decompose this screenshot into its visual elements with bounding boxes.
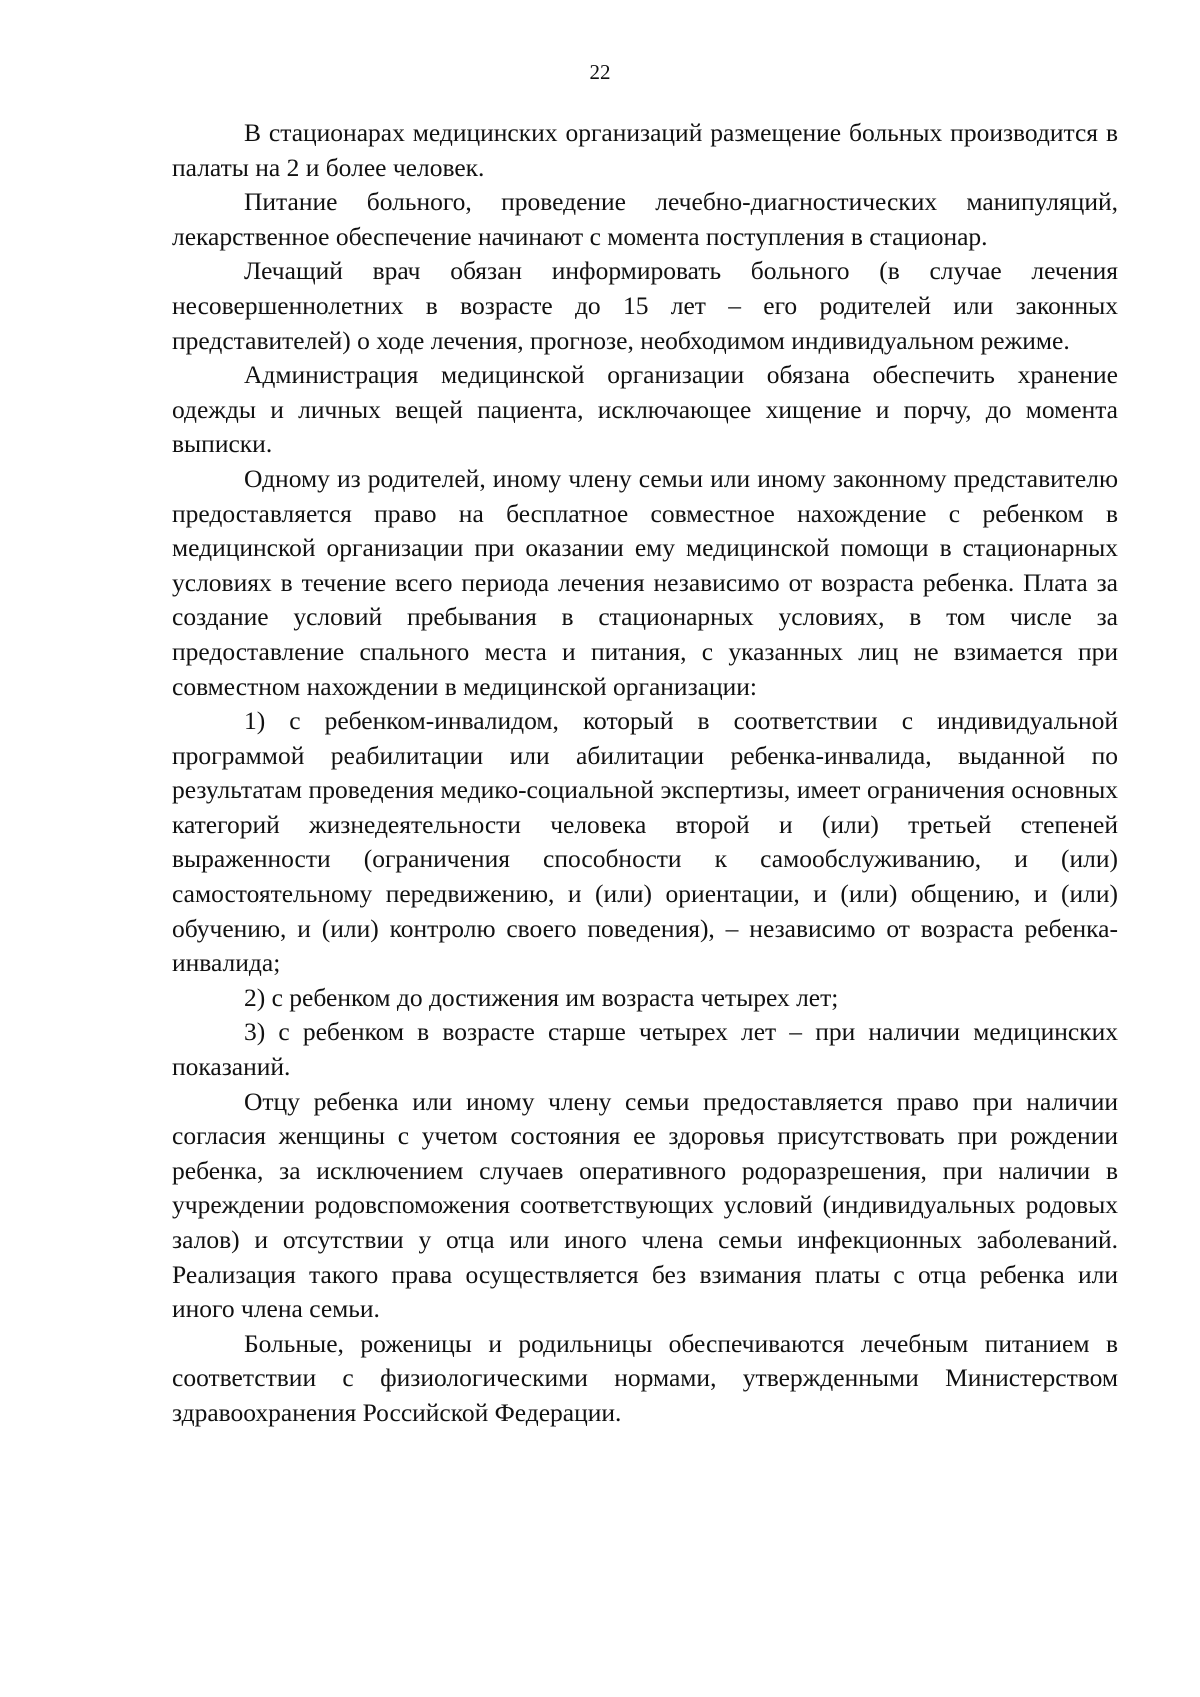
paragraph-father-presence: Отцу ребенка или иному члену семьи предоставляется право при наличии согласия женщины с учетом состояния ее здоровья присутствовать при рождении ребенка, за исключением случаев оперативного родоразрешения, при наличии в учреждении родовспоможения соответствующих условий (индивидуальных родовых залов) и отсутствии у отца или иного члена семьи инфекционных заболеваний. Реализация такого права осуществляется без взимания платы с отца ребенка или иного члена семьи. [172, 1086, 1118, 1324]
paragraph-nutrition-start: Питание больного, проведение лечебно-диагностических манипуляций, лекарственное обеспечение начинают с момента поступления в стационар. [172, 187, 1118, 251]
list-item-2: 2) с ребенком до достижения им возраста четырех лет; [244, 982, 839, 1012]
document-body [172, 116, 1118, 1431]
list-item-1: 1) с ребенком-инвалидом, который в соответствии с индивидуальной программой реабилитации или абилитации ребенка-инвалида, выданной по результатам проведения медико-социальной экспертизы, имеет ограничения основных категорий жизнедеятельности человека второй и (или) третьей степеней выраженности (ограничения способности к самообслуживанию, и (или) самостоятельному передвижению, и (или) ориентации, и (или) общению, и (или) обучению, и (или) контролю своего поведения), – независимо от возраста ребенка-инвалида; [172, 706, 1118, 978]
paragraph-belongings: Администрация медицинской организации обязана обеспечить хранение одежды и личных вещей пациента, исключающее хищение и порчу, до момента выписки. [172, 360, 1118, 459]
paragraph-wards: В стационарах медицинских организаций размещение больных производится в палаты на 2 и более человек. [172, 118, 1118, 182]
paragraph-medical-nutrition: Больные, роженицы и родильницы обеспечиваются лечебным питанием в соответствии с физиологическими нормами, утвержденными Министерством здравоохранения Российской Федерации. [172, 1328, 1118, 1427]
page-number: 22 [589, 60, 611, 84]
list-item-3: 3) с ребенком в возрасте старше четырех лет – при наличии медицинских показаний. [172, 1017, 1118, 1082]
paragraph-doctor-inform: Лечащий врач обязан информировать больного (в случае лечения несовершеннолетних в возрасте до 15 лет – его родителей или законных представителей) о ходе лечения, прогнозе, необходимом индивидуальном режиме. [172, 256, 1118, 355]
paragraph-parent-stay: Одному из родителей, иному члену семьи или иному законному представителю предоставляется право на бесплатное совместное нахождение с ребенком в медицинской организации при оказании ему медицинской помощи в стационарных условиях в течение всего периода лечения независимо от возраста ребенка. Плата за создание условий пребывания в стационарных условиях, в том числе за предоставление спального места и питания, с указанных лиц не взимается при совместном нахождении в медицинской организации: [172, 463, 1118, 701]
